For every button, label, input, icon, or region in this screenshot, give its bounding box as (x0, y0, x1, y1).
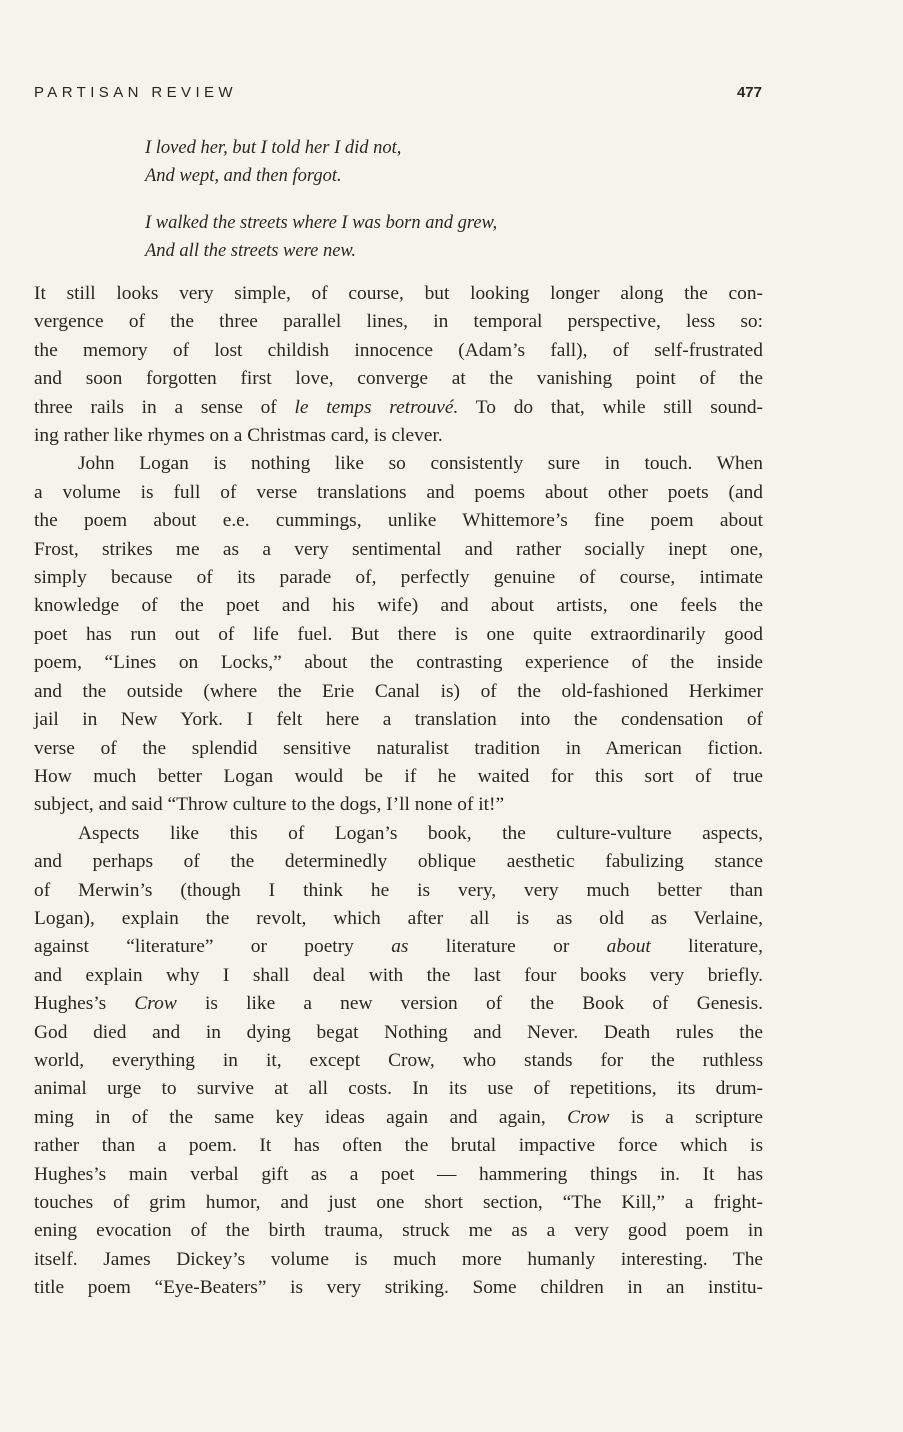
text-run: Hughes’s (34, 993, 135, 1015)
text-line: It still looks very simple, of course, but looking longer along the con- (34, 283, 763, 304)
text-line: ing rather like rhymes on a Christmas card, is clever. (34, 425, 443, 447)
italic-title: Crow (567, 1106, 610, 1128)
text-line: God died and in dying begat Nothing and Never. Death rules the (34, 1021, 763, 1043)
text-run: literature or (408, 936, 607, 958)
text-line: world, everything in it, except Crow, who stands for the ruthless (34, 1049, 763, 1071)
text-line: and explain why I shall deal with the last four books very briefly. (34, 964, 763, 986)
body-text (34, 280, 763, 1303)
text-line (34, 933, 763, 961)
verse-stanza-2 (145, 209, 665, 265)
text-line: knowledge of the poet and his wife) and about artists, one feels the (34, 595, 763, 617)
verse-line: I loved her, but I told her I did not, (145, 138, 402, 158)
text-run: is a scripture (609, 1106, 763, 1128)
text-line: the memory of lost childish innocence (Adam’s fall), of self-frustrated (34, 339, 763, 361)
verse-stanza-1 (145, 134, 665, 190)
italic-title: Crow (134, 993, 177, 1015)
text-line: the poem about e.e. cummings, unlike Whittemore’s fine poem about (34, 510, 763, 532)
text-line: jail in New York. I felt here a translation into the condensation of (34, 709, 763, 731)
text-line: of Merwin’s (though I think he is very, very much better than (34, 879, 763, 901)
text-line: simply because of its parade of, perfectly genuine of course, intimate (34, 567, 763, 589)
text-line (34, 394, 763, 422)
text-line: touches of grim humor, and just one short section, “The Kill,” a fright- (34, 1192, 763, 1213)
italic-title: le temps retrouvé. (294, 396, 459, 418)
verse-line: I walked the streets where I was born and grew, (145, 213, 498, 233)
text-line: rather than a poem. It has often the brutal impactive force which is (34, 1135, 763, 1157)
text-run: literature, (650, 936, 763, 958)
verse-line: And all the streets were new. (145, 241, 356, 261)
italic-word: about (606, 936, 651, 958)
text-line: poet has run out of life fuel. But there is one quite extraordinarily good (34, 623, 763, 645)
text-line: subject, and said “Throw culture to the dogs, I’ll none of it!” (34, 794, 505, 816)
text-line: Logan), explain the revolt, which after all is as old as Verlaine, (34, 907, 763, 929)
verse-line: And wept, and then forgot. (145, 166, 342, 186)
text-line: How much better Logan would be if he waited for this sort of true (34, 765, 763, 787)
text-line: vergence of the three parallel lines, in temporal perspective, less so: (34, 311, 763, 333)
text-line: title poem “Eye-Beaters” is very striking. Some children in an institu- (34, 1277, 763, 1299)
text-line: Frost, strikes me as a very sentimental and rather socially inept one, (34, 538, 763, 560)
text-line (34, 1104, 763, 1132)
text-line: Hughes’s main verbal gift as a poet — hammering things in. It has (34, 1163, 763, 1185)
text-line: verse of the splendid sensitive naturalist tradition in American fiction. (34, 737, 763, 759)
journal-title: PARTISAN REVIEW (34, 84, 237, 101)
text-line: poem, “Lines on Locks,” about the contrasting experience of the inside (34, 652, 763, 674)
text-line: Aspects like this of Logan’s book, the culture-vulture aspects, (78, 822, 763, 844)
text-line: and perhaps of the determinedly oblique aesthetic fabulizing stance (34, 851, 763, 873)
italic-word: as (391, 936, 409, 958)
text-run: three rails in a sense of (34, 396, 295, 418)
running-head (34, 84, 762, 104)
text-run: ming in of the same key ideas again and again, (34, 1106, 568, 1128)
text-line: John Logan is nothing like so consistently sure in touch. When (78, 453, 763, 475)
text-run: To do that, while still sound- (458, 396, 763, 418)
text-line: ening evocation of the birth trauma, struck me as a very good poem in (34, 1220, 763, 1242)
text-line: a volume is full of verse translations and poems about other poets (and (34, 481, 763, 503)
text-line: animal urge to survive at all costs. In its use of repetitions, its drum- (34, 1078, 763, 1100)
text-line: itself. James Dickey’s volume is much more humanly interesting. The (34, 1248, 763, 1270)
text-line (34, 990, 763, 1018)
text-run: against “literature” or poetry (34, 936, 392, 958)
text-run: is like a new version of the Book of Genesis. (176, 993, 763, 1015)
text-line: and the outside (where the Erie Canal is) of the old-fashioned Herkimer (34, 680, 763, 702)
page-number: 477 (736, 84, 762, 101)
text-line: and soon forgotten first love, converge at the vanishing point of the (34, 368, 763, 390)
